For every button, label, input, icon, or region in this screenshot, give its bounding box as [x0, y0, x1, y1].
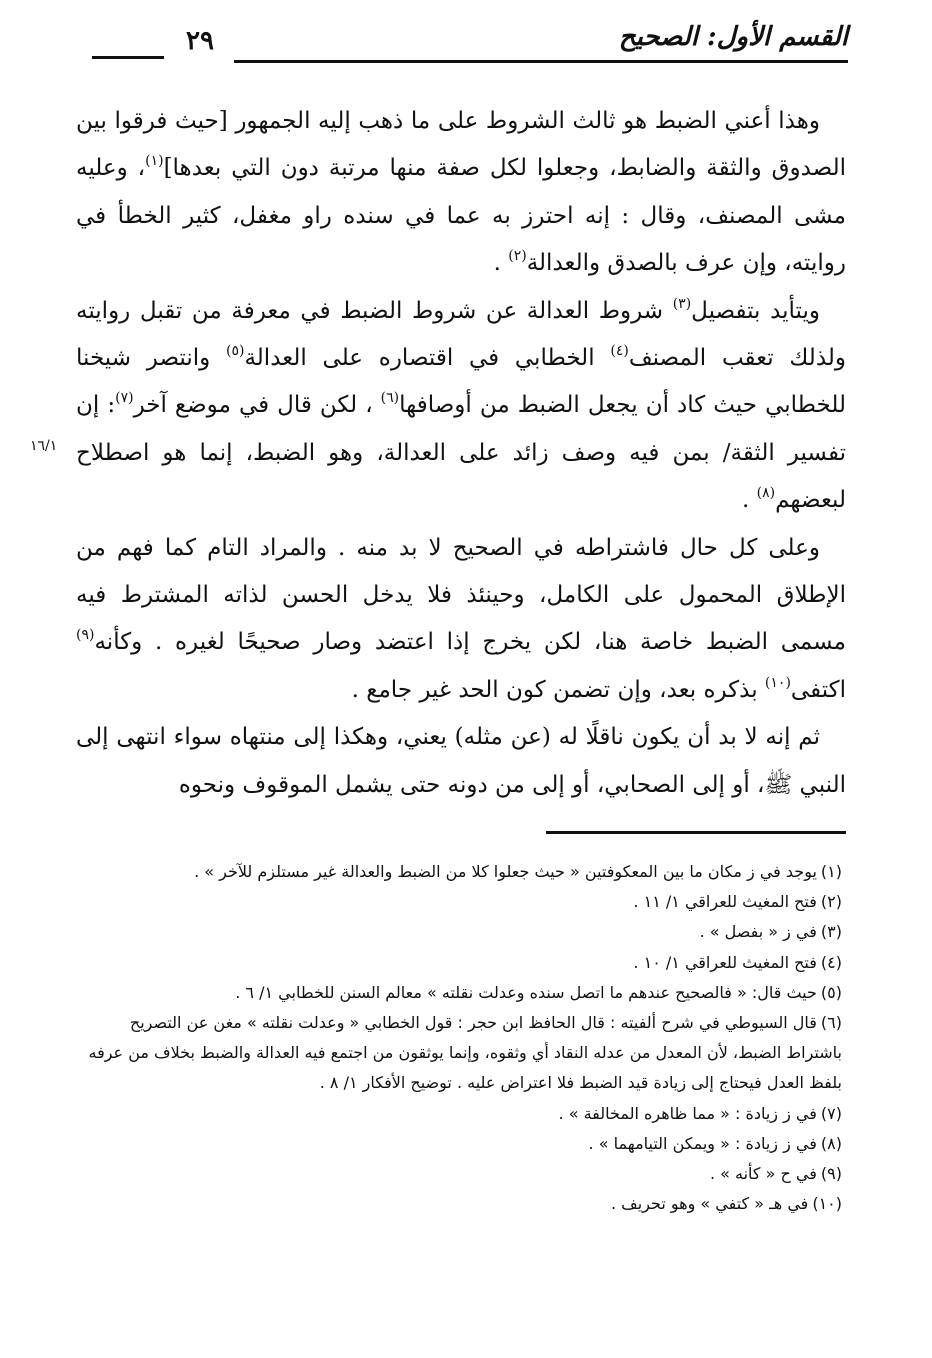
- footnote: [76, 857, 842, 887]
- header-rule-right: [234, 60, 848, 63]
- paragraph-text: اكتفى: [790, 676, 846, 703]
- paragraph-text: وهذا أعني الضبط هو ثالث الشروط على ما ذهب إليه الجمهور [حيث فرقوا بين الصدوق والثقة والضابط، وجعلوا لكل صفة منها مرتبة دون التي بعدها]: [76, 108, 846, 182]
- footnote-number: (٢): [820, 892, 842, 912]
- paragraph-text: ، لكن قال في موضع آخر: [133, 392, 381, 419]
- paragraph-text: .: [742, 487, 757, 514]
- paragraph-text: وعلى كل حال فاشتراطه في الصحيح لا بد منه . والمراد التام كما فهم من الإطلاق المحمول على الكامل، وحينئذ فلا يدخل الحسن لذاته المشترط فيه مسمى الضبط خاصة هنا، لكن يخرج إذا اعتضد وصار صحيحًا لغيره . وكأنه: [76, 534, 846, 656]
- footnote-number: (٨): [820, 1133, 842, 1153]
- footnote-number: (٣): [820, 922, 842, 942]
- footnote-number: (٥): [820, 982, 842, 1002]
- footnote-text: يوجد في ز مكان ما بين المعكوفتين « حيث جعلوا كلا من الضبط والعدالة غير مستلزم للآخر » .: [194, 862, 817, 881]
- footnote-text: في ز « بفصل » .: [699, 922, 817, 942]
- footnote-number: (٤): [820, 952, 842, 972]
- footnote-text: فتح المغيث للعراقي ١/ ١٠ .: [633, 952, 817, 972]
- footnote: [76, 1159, 842, 1189]
- footnote: [76, 948, 842, 978]
- footnote-text: حيث قال: « فالصحيح عندهم ما اتصل سنده وعدلت نقلته » معالم السنن للخطابي ١/ ٦ .: [235, 982, 817, 1002]
- footnote-text: في هـ « كتفي » وهو تحريف .: [611, 1194, 809, 1214]
- footnote: [76, 1189, 842, 1219]
- paragraph-text: بذكره بعد، وإن تضمن كون الحد غير جامع .: [351, 676, 765, 703]
- main-text: [76, 98, 846, 809]
- page-number: ٢٩: [186, 26, 214, 56]
- footnote: [76, 1129, 842, 1159]
- footnote-text: في ح « كأنه » .: [709, 1164, 817, 1184]
- footnote-reference: (٤): [610, 343, 629, 360]
- footnote-reference: (١): [145, 153, 164, 170]
- paragraph-text: .: [493, 250, 509, 277]
- paragraph: [76, 98, 846, 288]
- footnotes: [76, 857, 842, 1219]
- footnote-number: (١): [820, 862, 842, 881]
- footnote-reference: (٩): [76, 627, 95, 644]
- footnote-reference: (٥): [226, 343, 245, 360]
- footnote-text: فتح المغيث للعراقي ١/ ١١ .: [633, 892, 817, 912]
- footnote-separator: [546, 831, 846, 834]
- footnote-text: قال السيوطي في شرح ألفيته : قال الحافظ ابن حجر : قول الخطابي « وعدلت نقلته » مغن عن التصريح باشتراط الضبط، لأن المعدل من عدله النقاد أي وثقوه، وإنما يوثقون من اجتمع فيه العدالة والضبط بخلاف من عرفه بلفظ العدل فيحتاج إلى زيادة قيد الضبط فلا اعتراض عليه . توضيح الأفكار ١/ ٨ .: [88, 1013, 842, 1093]
- paragraph-text: : إن تفسير الثقة/ بمن فيه وصف زائد على العدالة، وهو الضبط، إنما هو اصطلاح لبعضهم: [76, 392, 846, 514]
- footnote-text: في ز زيادة : « مما ظاهره المخالفة » .: [558, 1103, 817, 1123]
- paragraph-text: شروط العدالة عن شروط الضبط في معرفة من تقبل روايته ولذلك تعقب المصنف: [76, 297, 847, 372]
- footnote: [76, 1008, 842, 1099]
- footnote-number: (٩): [820, 1164, 842, 1184]
- footnote-reference: (١٠): [764, 674, 791, 691]
- footnote-text: في ز زيادة : « ويمكن التيامهما » .: [588, 1133, 817, 1153]
- header-rule-left: [92, 56, 164, 59]
- paragraph: [76, 714, 846, 809]
- footnote-reference: (٣): [672, 295, 692, 312]
- chapter-title: القسم الأول: الصحيح: [618, 22, 848, 52]
- footnote-number: (٧): [820, 1103, 842, 1123]
- paragraph-text: ويتأيد بتفصيل: [691, 297, 820, 324]
- margin-page-reference: ١٦/١: [30, 438, 58, 454]
- paragraph-text: ثم إنه لا بد أن يكون ناقلًا له (عن مثله) يعني، وهكذا إلى منتهاه سواء انتهى إلى النبي ﷺ، أو إلى الصحابي، أو إلى من دونه حتى يشمل الموقوف ونحوه: [76, 724, 846, 798]
- footnote: [76, 887, 842, 917]
- running-header: [92, 14, 848, 68]
- footnote: [76, 978, 842, 1008]
- paragraph: [76, 525, 846, 715]
- footnote-number: (١٠): [812, 1194, 842, 1214]
- footnote-reference: (٧): [115, 390, 134, 407]
- paragraph: [76, 288, 846, 525]
- footnote-reference: (٨): [756, 485, 776, 502]
- footnote-number: (٦): [820, 1013, 842, 1033]
- paragraph-text: وانتصر شيخنا للخطابي حيث كاد أن يجعل الضبط من أوصافها: [76, 345, 846, 419]
- footnote-reference: (٢): [508, 248, 527, 265]
- footnote-reference: (٦): [380, 390, 400, 407]
- paragraph-text: الخطابي في اقتصاره على العدالة: [244, 345, 611, 372]
- footnote: [76, 1099, 842, 1129]
- footnote: [76, 917, 842, 947]
- paragraph-text: ، وعليه مشى المصنف، وقال : إنه احترز به عما في سنده راو مغفل، كثير الخطأ في روايته، وإن عرف بالصدق والعدالة: [76, 155, 846, 277]
